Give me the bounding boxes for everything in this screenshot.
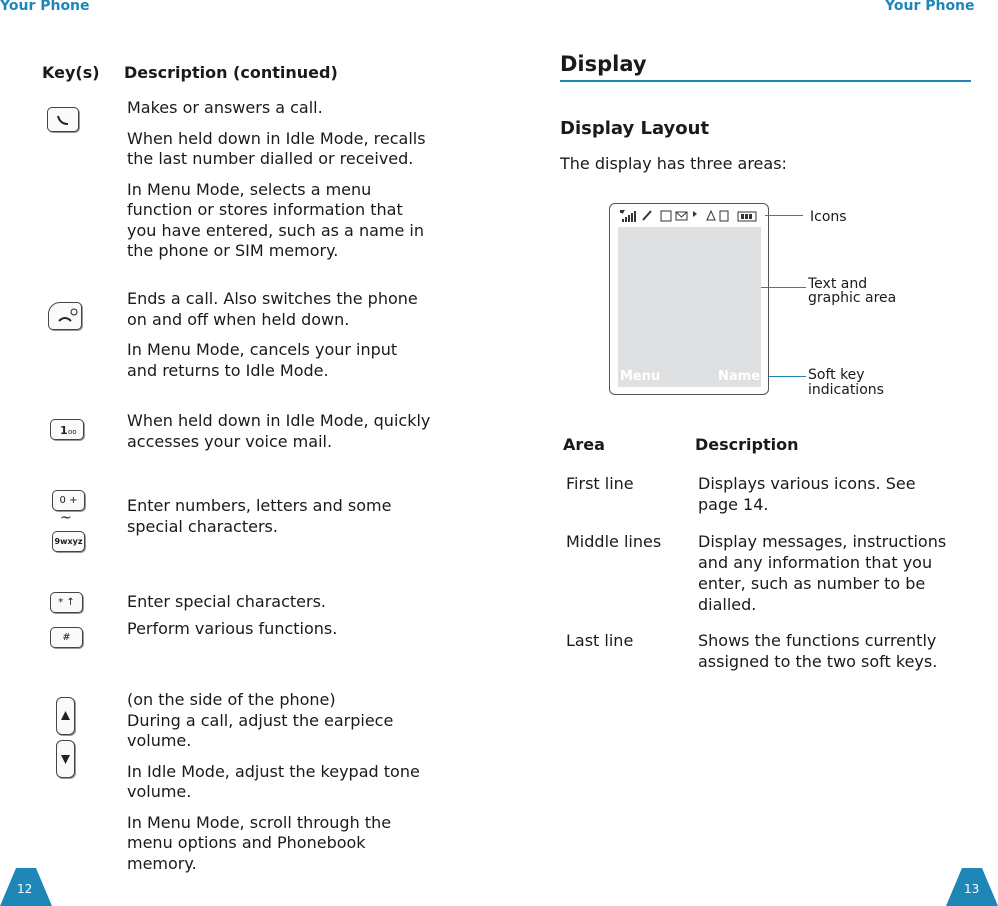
left-running-header: Your Phone (0, 0, 90, 14)
table-row-description: Shows the functions currently assigned to the two soft keys. (698, 631, 938, 671)
area-description-column-header: Description (695, 435, 799, 454)
key-1-voicemail-icon (50, 419, 84, 440)
text-area-callout-label: Text and graphic area (808, 276, 897, 306)
key-9-icon: 9wxyz (52, 531, 85, 552)
number-keys-description: Enter numbers, letters and some special characters. (127, 496, 392, 536)
area-column-header: Area (563, 435, 605, 454)
softkey-left-label: Menu (620, 369, 661, 384)
key-1-description: When held down in Idle Mode, quickly accesses your voice mail. (127, 411, 431, 451)
star-key-icon: * ↑ (50, 592, 83, 613)
title-underline (560, 80, 971, 82)
range-tilde: ~ (60, 510, 72, 526)
section-subtitle: Display Layout (560, 118, 710, 139)
table-row-area: Last line (566, 631, 634, 650)
hash-key-icon: # (50, 627, 83, 648)
send-key-description: Makes or answers a call. When held down in Idle Mode, recalls the last number dialled or received. In Menu Mode, selects a menu function or stores information that you have entered, such as a name in the phone or SIM memory. (127, 98, 426, 260)
right-running-header: Your Phone (885, 0, 975, 14)
intro-text: The display has three areas: (560, 154, 787, 173)
table-row-description: Display messages, instructions and any information that you enter, such as number to be dialled. (698, 532, 947, 614)
volume-up-key-icon (56, 697, 75, 735)
table-row-area: Middle lines (566, 532, 662, 551)
key-0-icon: 0 + (52, 490, 85, 511)
soft-key-callout-line (769, 376, 806, 377)
text-graphic-area (618, 227, 761, 367)
send-key-icon (47, 107, 79, 132)
softkey-right-label: Name (718, 369, 761, 384)
end-key-description: Ends a call. Also switches the phone on and off when held down. In Menu Mode, cancels your input and returns to Idle Mode. (127, 289, 418, 380)
icons-callout-label: Icons (810, 209, 847, 225)
keys-column-header: Key(s) (42, 63, 100, 82)
left-page-number: 12 (17, 882, 33, 896)
right-page-number: 13 (964, 882, 980, 896)
end-key-icon (48, 302, 82, 330)
section-title: Display (560, 52, 647, 76)
svg-text:1: 1 (60, 424, 68, 437)
svg-text:oo: oo (68, 428, 77, 436)
star-hash-description: Enter special characters. Perform various functions. (127, 592, 338, 638)
table-row-description: Displays various icons. See page 14. (698, 474, 916, 514)
table-row-area: First line (566, 474, 634, 493)
description-column-header: Description (continued) (124, 63, 338, 82)
volume-keys-description: (on the side of the phone) During a call, adjust the earpiece volume. In Idle Mode, adjust the keypad tone volume. In Menu Mode, scroll through the menu options and Phonebook memory. (127, 690, 420, 873)
icons-callout-line (765, 215, 803, 216)
soft-key-callout-label: Soft key indications (808, 367, 884, 398)
text-area-callout-line (761, 287, 806, 288)
volume-down-key-icon (56, 740, 75, 778)
icon-line (617, 207, 762, 225)
